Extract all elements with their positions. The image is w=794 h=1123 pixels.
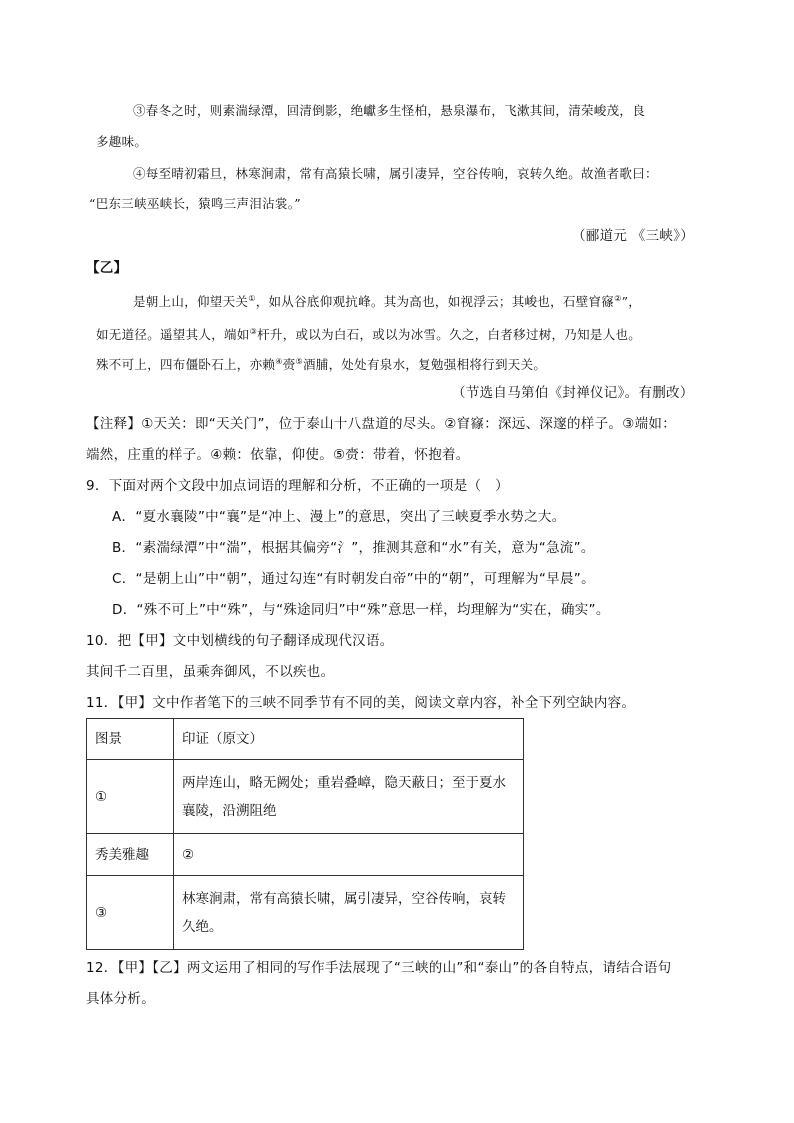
table-row [87, 834, 524, 876]
q9-stem: 9．下面对两个文段中加点词语的理解和分析，不正确的一项是（ ） [86, 478, 509, 494]
jia-paragraph-3-line-2: 多趣味。 [96, 134, 148, 149]
note-marker-3: ③ [249, 327, 258, 336]
yi-line-3 [96, 352, 546, 375]
evidence-line: 两岸连山，略无阙处；重岩叠嶂，隐天蔽日；至于夏水 [182, 774, 506, 791]
table-cell-scene[interactable]: ③ [87, 876, 174, 950]
table-cell-evidence [174, 876, 524, 950]
q10-stem: 10．把【甲】文中划横线的句子翻译成现代汉语。 [86, 633, 394, 649]
q9-option-d[interactable]: D．“殊不可上”中“殊”，与“殊途同归”中“殊”意思一样，均理解为“实在，确实”。 [112, 602, 610, 618]
jia-source: （郦道元 《三峡》） [572, 228, 695, 244]
yi-label: 【乙】 [86, 260, 128, 276]
table-cell-scene[interactable]: ① [87, 760, 174, 834]
yi-line-3-a: 殊不可上，四布僵卧石上，亦赖 [96, 357, 276, 372]
table-row [87, 760, 524, 834]
note-marker-1: ① [248, 294, 256, 303]
jia-paragraph-3-line-1: ③春冬之时，则素湍绿潭，回清倒影，绝巘多生怪柏，悬泉瀑布，飞漱其间，清荣峻茂，良 [133, 103, 646, 118]
evidence-line: 襄陵，沿溯阻绝 [182, 802, 277, 819]
table-cell-scene: 秀美雅趣 [87, 834, 174, 876]
yi-line-3-b: 赍 [282, 357, 296, 372]
notes-line-2: 端然，庄重的样子。④赖：依靠，仰使。⑤赍：带着，怀抱着。 [86, 447, 470, 463]
q11-table [86, 718, 524, 950]
jia-paragraph-4-line-2: “巴东三峡巫峡长，猿鸣三声泪沾裳。” [89, 196, 301, 211]
note-marker-5: ⑤ [295, 357, 303, 366]
q12-line-1: 12．【甲】【乙】两文运用了相同的写作手法展现了“三峡的山”和“泰山”的各自特点，请结合语句 [86, 960, 672, 976]
q9-option-a[interactable]: A．“夏水襄陵”中“襄”是“冲上、漫上”的意思，突出了三峡夏季水势之大。 [112, 509, 566, 525]
note-marker-2: ② [614, 294, 622, 303]
yi-line-1-c: ”， [621, 294, 642, 309]
yi-source: （节选自马第伯《封禅仪记》。有删改） [452, 385, 694, 401]
yi-line-1 [133, 289, 641, 312]
table-header-scene: 图景 [87, 719, 174, 760]
table-row [87, 876, 524, 950]
note-marker-4: ④ [275, 357, 283, 366]
table-header-evidence: 印证（原文） [174, 719, 524, 760]
table-cell-evidence[interactable] [174, 834, 524, 876]
evidence-line: 久绝。 [182, 918, 223, 935]
q9-option-b[interactable]: B．“素湍绿潭”中“湍”，根据其偏旁“氵”，推测其意和“水”有关，意为“急流”。 [112, 540, 595, 556]
q12-line-2: 具体分析。 [86, 991, 155, 1007]
q9-option-c[interactable]: C．“是朝上山”中“朝”，通过勾连“有时朝发白帝”中的“朝”，可理解为“早晨”。 [112, 571, 595, 587]
table-header-row [87, 719, 524, 760]
yi-line-2-a: 如无道径。遥望其人，端如 [96, 327, 250, 342]
q11-stem: 11．【甲】文中作者笔下的三峡不同季节有不同的美，阅读文章内容，补全下列空缺内容。 [86, 695, 636, 711]
evidence-line: ② [182, 846, 195, 863]
notes-line-1: 【注释】①天关：即“天关门”，位于泰山十八盘道的尽头。②窅窱：深远、深邃的样子。③端如： [86, 416, 676, 432]
table-cell-evidence [174, 760, 524, 834]
evidence-line: 林寒涧肃，常有高猿长啸，属引凄异，空谷传响，哀转 [182, 890, 506, 907]
yi-line-2-b: 杆升，或以为白石，或以为冰雪。久之，白者移过树，乃知是人也。 [257, 327, 642, 342]
jia-paragraph-4-line-1: ④每至晴初霜旦，林寒涧肃，常有高猿长啸，属引凄异，空谷传响，哀转久绝。故渔者歌曰： [133, 166, 658, 181]
yi-line-2 [96, 322, 641, 345]
yi-line-1-b: ，如从谷底仰观抗峰。其为高也，如视浮云；其峻也，石壁窅窱 [255, 294, 615, 309]
yi-line-3-c: 酒脯，处处有泉水，复勉强相将行到天关。 [302, 357, 547, 372]
yi-line-1-a: 是朝上山，仰望天关 [133, 294, 249, 309]
q10-sentence: 其间千二百里，虽乘奔御风，不以疾也。 [86, 664, 335, 680]
